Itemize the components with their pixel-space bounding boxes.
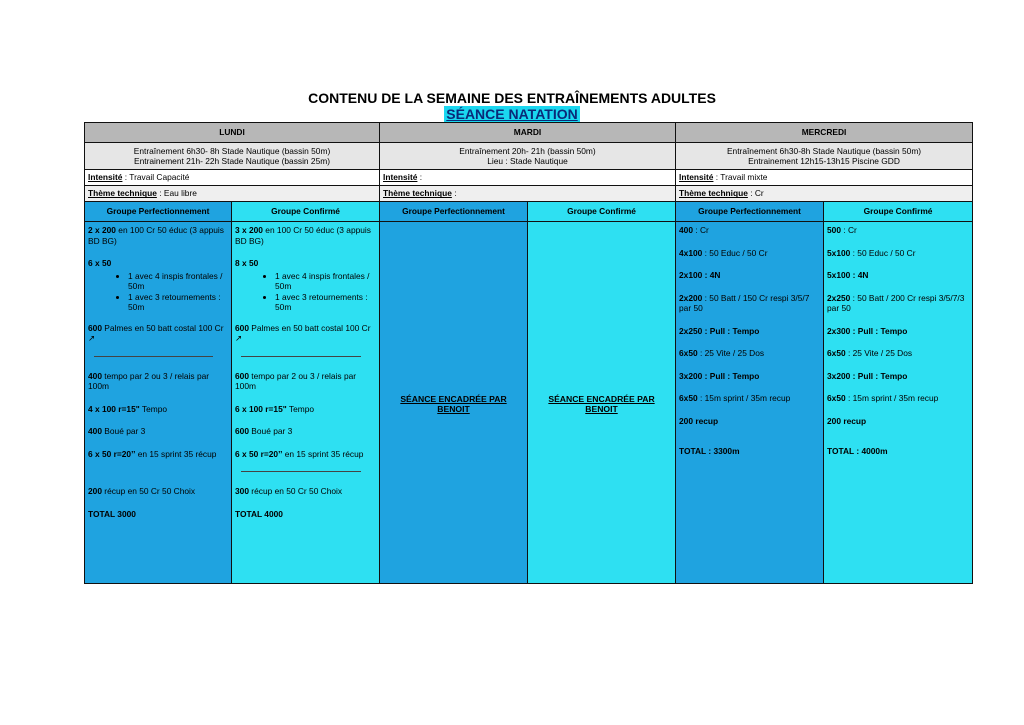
set-qty: 4 x 100 r=15" xyxy=(88,403,140,414)
set-line xyxy=(235,225,376,246)
set-desc: : 25 Vite / 25 Dos xyxy=(845,348,913,358)
separator xyxy=(241,356,361,357)
coached-session-note: SÉANCE ENCADRÉE PAR BENOIT xyxy=(548,393,655,414)
intensity-value: : Travail Capacité xyxy=(122,172,190,183)
set-desc: Boué par 3 xyxy=(101,426,146,436)
set-desc: Palmes en 50 batt costal 100 Cr ↗ xyxy=(235,322,371,343)
set-line xyxy=(88,486,228,497)
day-mardi: MARDI xyxy=(380,123,676,143)
mercredi-conf-cell xyxy=(824,222,973,584)
mardi-conf-cell xyxy=(528,222,676,584)
set-line xyxy=(679,248,820,259)
set-desc: : Cr xyxy=(693,225,709,235)
set-desc: : Cr xyxy=(841,225,857,235)
venue-line: Entraînement 20h- 21h (bassin 50m) xyxy=(459,146,596,156)
intensity-value: : xyxy=(417,172,423,183)
set-desc: Tempo xyxy=(286,403,315,414)
set-line xyxy=(679,348,820,359)
intensity-label: Intensité xyxy=(88,172,123,183)
set-line: 3x200 : Pull : Tempo xyxy=(679,370,760,381)
mardi-perf-cell xyxy=(380,222,528,584)
coached-session-note: SÉANCE ENCADRÉE PAR BENOIT xyxy=(400,393,507,414)
set-line xyxy=(827,293,969,314)
set-qty: 300 xyxy=(235,486,249,496)
subtitle-text: SÉANCE NATATION xyxy=(446,106,578,122)
group-row xyxy=(85,202,973,222)
set-line xyxy=(679,293,820,314)
set-qty: 6 x 50 xyxy=(88,258,112,268)
total-line: TOTAL : 4000m xyxy=(827,446,888,456)
set-desc: : 50 Educ / 50 Cr xyxy=(850,247,916,258)
lundi-conf-cell xyxy=(232,222,380,584)
set-desc: : 50 Batt / 150 Cr respi 3/5/7 par 50 xyxy=(679,292,810,313)
set-line xyxy=(235,404,376,415)
set-qty: 400 xyxy=(679,225,693,235)
set-list xyxy=(235,271,376,313)
set-qty: 2x250 xyxy=(827,292,851,303)
intensity-mercredi xyxy=(676,170,973,186)
set-desc: tempo par 2 ou 3 / relais par 100m xyxy=(88,370,210,391)
group-header-perf: Groupe Perfectionnement xyxy=(676,202,824,222)
set-line xyxy=(235,323,376,344)
set-desc: : 15m sprint / 35m recup xyxy=(697,393,791,403)
set-qty: 8 x 50 xyxy=(235,258,259,268)
set-qty: 500 xyxy=(827,225,841,235)
intensity-row xyxy=(85,170,973,186)
group-header-perf: Groupe Perfectionnement xyxy=(380,202,528,222)
set-line: 2x250 : Pull : Tempo xyxy=(679,325,760,336)
set-desc: : 15m sprint / 35m recup xyxy=(845,393,939,403)
set-line xyxy=(88,225,228,246)
day-header-row xyxy=(85,123,973,143)
set-desc: en 100 Cr 50 éduc (3 appuis BD BG) xyxy=(235,225,371,246)
set-qty: 2x200 xyxy=(679,292,703,303)
set-desc: tempo par 2 ou 3 / relais par 100m xyxy=(235,370,357,391)
mercredi-perf-cell xyxy=(676,222,824,584)
set-qty: 200 xyxy=(88,486,102,496)
day-lundi: LUNDI xyxy=(85,123,380,143)
set-line xyxy=(235,426,376,437)
set-line xyxy=(88,449,228,460)
theme-label: Thème technique xyxy=(679,188,748,199)
set-line xyxy=(235,449,376,460)
content-row xyxy=(85,222,973,584)
set-desc: : 50 Educ / 50 Cr xyxy=(702,247,768,258)
set-qty: 6x50 xyxy=(827,393,846,403)
set-list xyxy=(88,271,228,313)
set-qty: 6 x 50 r=20’’ xyxy=(88,448,136,459)
set-desc: récup en 50 Cr 50 Choix xyxy=(101,486,196,496)
list-item: • 1 avec 4 inspis frontales / 50m xyxy=(128,271,228,292)
intensity-label: Intensité xyxy=(383,172,418,183)
set-qty: 400 xyxy=(88,370,102,381)
set-qty: 6x50 xyxy=(679,393,698,403)
set-line: 200 recup xyxy=(679,415,719,426)
set-qty: 4x100 xyxy=(679,247,703,258)
venue-line: Entrainement 12h15-13h15 Piscine GDD xyxy=(748,156,900,166)
set-line: 200 recup xyxy=(827,415,867,426)
theme-mercredi xyxy=(676,186,973,202)
group-header-conf: Groupe Confirmé xyxy=(232,202,380,222)
set-desc: en 15 sprint 35 récup xyxy=(135,448,217,459)
venue-line: Entraînement 6h30- 8h Stade Nautique (bassin 50m) xyxy=(133,146,331,156)
training-table xyxy=(84,122,973,584)
set-line: 2x100 : 4N xyxy=(679,270,721,280)
list-item: • 1 avec 4 inspis frontales / 50m xyxy=(275,271,376,292)
list-item: • 1 avec 3 retournements : 50m xyxy=(275,292,376,313)
set-qty: 600 xyxy=(235,370,249,381)
set-desc: en 15 sprint 35 récup xyxy=(282,448,364,459)
venue-row xyxy=(85,143,973,170)
set-desc: récup en 50 Cr 50 Choix xyxy=(248,486,343,496)
group-header-perf: Groupe Perfectionnement xyxy=(85,202,232,222)
theme-label: Thème technique xyxy=(383,188,452,199)
intensity-value: : Travail mixte xyxy=(713,172,768,183)
set-qty: 600 xyxy=(235,322,249,333)
venue-line: Entraînement 6h30-8h Stade Nautique (bassin 50m) xyxy=(726,146,922,156)
intensity-mardi xyxy=(380,170,676,186)
day-mercredi: MERCREDI xyxy=(676,123,973,143)
set-desc: Palmes en 50 batt costal 100 Cr ↗ xyxy=(88,322,224,343)
set-line: 2x300 : Pull : Tempo xyxy=(827,325,908,336)
set-line xyxy=(679,225,820,236)
theme-label: Thème technique xyxy=(88,188,157,199)
set-desc: Tempo xyxy=(139,403,168,414)
set-qty: 6x50 xyxy=(827,348,846,358)
set-line xyxy=(827,348,969,359)
group-header-conf: Groupe Confirmé xyxy=(528,202,676,222)
set-desc: Boué par 3 xyxy=(248,426,293,436)
theme-value: : xyxy=(451,188,457,199)
set-desc: : 25 Vite / 25 Dos xyxy=(697,348,765,358)
set-desc: en 100 Cr 50 éduc (3 appuis BD BG) xyxy=(88,225,224,246)
set-qty: 2 x 200 xyxy=(88,225,116,235)
set-line xyxy=(827,248,969,259)
set-desc: : 50 Batt / 200 Cr respi 3/5/7/3 par 50 xyxy=(827,292,965,313)
venue-lundi xyxy=(85,143,380,170)
intensity-lundi xyxy=(85,170,380,186)
set-line: 3x200 : Pull : Tempo xyxy=(827,370,908,381)
set-line xyxy=(88,426,228,437)
separator xyxy=(241,471,361,472)
set-qty: 6 x 100 r=15" xyxy=(235,403,287,414)
theme-row xyxy=(85,186,973,202)
set-qty: 3 x 200 xyxy=(235,225,263,235)
set-line xyxy=(88,323,228,344)
set-line xyxy=(88,404,228,415)
list-item: • 1 avec 3 retournements : 50m xyxy=(128,292,228,313)
set-qty: 600 xyxy=(235,426,249,436)
group-header-conf: Groupe Confirmé xyxy=(824,202,973,222)
venue-line: Lieu : Stade Nautique xyxy=(487,156,568,166)
set-line xyxy=(827,393,969,404)
total-line: TOTAL 4000 xyxy=(235,508,283,519)
theme-value: : Eau libre xyxy=(156,188,197,199)
set-qty: 6x50 xyxy=(679,348,698,358)
intensity-label: Intensité xyxy=(679,172,714,183)
theme-mardi xyxy=(380,186,676,202)
set-line xyxy=(827,225,969,236)
total-line: TOTAL 3000 xyxy=(88,508,136,519)
set-qty: 600 xyxy=(88,322,102,333)
theme-lundi xyxy=(85,186,380,202)
set-line xyxy=(679,393,820,404)
set-line: 5x100 : 4N xyxy=(827,270,869,280)
total-line: TOTAL : 3300m xyxy=(679,446,740,456)
theme-value: : Cr xyxy=(747,188,764,199)
set-line xyxy=(88,371,228,392)
set-line xyxy=(235,371,376,392)
venue-mardi xyxy=(380,143,676,170)
venue-mercredi xyxy=(676,143,973,170)
separator xyxy=(94,356,213,357)
page-title: CONTENU DE LA SEMAINE DES ENTRAÎNEMENTS ADULTES xyxy=(308,90,716,106)
venue-line: Entrainement 21h- 22h Stade Nautique (bassin 25m) xyxy=(134,156,330,166)
lundi-perf-cell xyxy=(85,222,232,584)
set-qty: 6 x 50 r=20’’ xyxy=(235,448,283,459)
set-qty: 400 xyxy=(88,426,102,436)
set-line xyxy=(235,486,376,497)
set-qty: 5x100 xyxy=(827,247,851,258)
